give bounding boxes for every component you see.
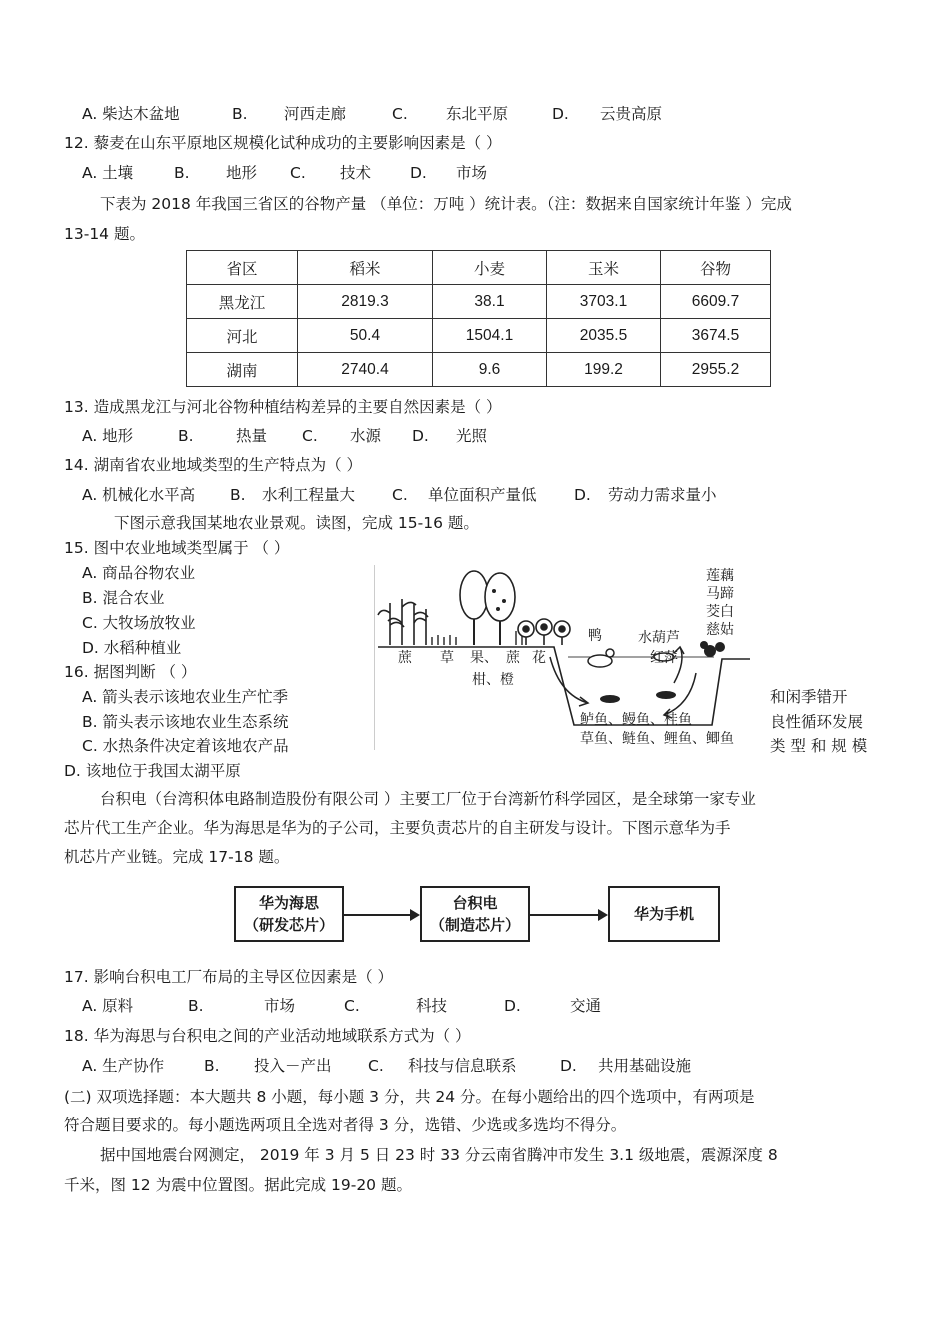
section2-line1: (二) 双项选择题：本大题共 8 小题，每小题 3 分，共 24 分。在每小题给出的四个选项中，有两项是 xyxy=(64,1088,755,1106)
table-row xyxy=(187,285,771,319)
q13-option-b-letter: B. xyxy=(178,427,194,445)
label-grass: 草 xyxy=(440,650,454,666)
table-row xyxy=(187,353,771,387)
table-cell: 黑龙江 xyxy=(187,285,298,319)
flow-box-huawei-phone: 华为手机 xyxy=(608,886,720,942)
q13-option-b-text: 热量 xyxy=(236,427,268,445)
q11-option-d-letter: D. xyxy=(552,105,569,123)
q13-option-a: A. 地形 xyxy=(82,427,134,445)
flow-box-tsmc xyxy=(420,886,530,942)
intro-19-20-line2: 千米，图 12 为震中位置图。据此完成 19-20 题。 xyxy=(64,1176,412,1194)
flow-arrow-icon xyxy=(530,914,600,916)
q13-option-c-text: 水源 xyxy=(350,427,382,445)
table-cell: 3674.5 xyxy=(661,319,771,353)
q12-option-a: A. 土壤 xyxy=(82,164,134,182)
flow-box-2-subtitle: （制造芯片） xyxy=(429,916,520,934)
flow-arrow-icon xyxy=(344,914,412,916)
q12-option-d-letter: D. xyxy=(410,164,427,182)
q16-option-b-end: 良性循环发展 xyxy=(770,713,864,731)
q13-option-d-letter: D. xyxy=(412,427,429,445)
q18-option-d-letter: D. xyxy=(560,1057,577,1075)
q15-option-b: B. 混合农业 xyxy=(82,589,165,607)
sugarcane-icon xyxy=(378,599,428,645)
table-cell: 38.1 xyxy=(433,285,547,319)
q15-stem: 15. 图中农业地域类型属于 （ ） xyxy=(64,539,290,557)
q14-option-c-letter: C. xyxy=(392,486,408,504)
table-header-row xyxy=(187,251,771,285)
q17-option-b-text: 市场 xyxy=(264,997,296,1015)
q15-option-a: A. 商品谷物农业 xyxy=(82,564,196,582)
label-azolla: 红萍 xyxy=(650,650,678,666)
duck-icon xyxy=(588,649,614,667)
q13-stem: 13. 造成黑龙江与河北谷物种植结构差异的主要自然因素是（ ） xyxy=(64,398,502,416)
q17-option-d-letter: D. xyxy=(504,997,521,1015)
q11-option-c-text: 东北平原 xyxy=(446,105,509,123)
intro-19-20-line1: 据中国地震台网测定， 2019 年 3 月 5 日 23 时 33 分云南省腾冲市发生 3.1 级地震，震源深度 8 xyxy=(100,1146,778,1164)
landscape-illustration xyxy=(374,565,752,750)
table-header-cell: 谷物 xyxy=(661,251,771,285)
table-cell: 2955.2 xyxy=(661,353,771,387)
q11-option-b-letter: B. xyxy=(232,105,248,123)
q15-option-d: D. 水稻种植业 xyxy=(82,639,182,657)
table-cell: 50.4 xyxy=(298,319,433,353)
q16-option-c: C. 水热条件决定着该地农产品 xyxy=(82,737,289,755)
intro-13-14-line2: 13-14 题。 xyxy=(64,225,145,243)
q12-option-b-letter: B. xyxy=(174,164,190,182)
table-header-cell: 小麦 xyxy=(433,251,547,285)
table-cell: 2740.4 xyxy=(298,353,433,387)
label-water-bamboo: 茭白 xyxy=(706,604,734,620)
table-cell: 199.2 xyxy=(547,353,661,387)
q11-option-d-text: 云贵高原 xyxy=(600,105,663,123)
label-water-hyacinth: 水葫芦 xyxy=(638,630,680,646)
table-cell: 2035.5 xyxy=(547,319,661,353)
label-fruit: 果、 xyxy=(470,650,498,666)
grain-output-table xyxy=(186,250,771,387)
q14-option-c-text: 单位面积产量低 xyxy=(428,486,537,504)
flow-box-2-title: 台积电 xyxy=(452,894,498,912)
q18-option-c-text: 科技与信息联系 xyxy=(408,1057,517,1075)
grass-icon xyxy=(432,635,456,645)
flow-box-huawei-hisilicon xyxy=(234,886,344,942)
intro-17-18-line1: 台积电（台湾积体电路制造股份有限公司 ）主要工厂位于台湾新竹科学园区，是全球第一家专业 xyxy=(100,790,756,808)
q16-option-a: A. 箭头表示该地农业生产忙季 xyxy=(82,688,289,706)
q12-option-d-text: 市场 xyxy=(456,164,488,182)
q14-option-d-text: 劳动力需求量小 xyxy=(608,486,717,504)
table-header-cell: 稻米 xyxy=(298,251,433,285)
label-fish-row-2: 草鱼、鲢鱼、鲤鱼、鲫鱼 xyxy=(580,731,734,747)
q14-option-b-text: 水利工程量大 xyxy=(262,486,356,504)
flower-icon xyxy=(518,619,570,645)
flow-box-1-subtitle: （研发芯片） xyxy=(243,916,334,934)
label-sugarcane-2: 蔗 xyxy=(506,650,520,666)
label-duck: 鸭 xyxy=(588,628,602,644)
lotus-icon xyxy=(700,641,725,657)
section2-line2: 符合题目要求的。每小题选两项且全选对者得 3 分，选错、少选或多选均不得分。 xyxy=(64,1116,627,1134)
q12-option-c-text: 技术 xyxy=(340,164,372,182)
q18-stem: 18. 华为海思与台积电之间的产业活动地域联系方式为（ ） xyxy=(64,1027,471,1045)
q12-stem: 12. 藜麦在山东平原地区规模化试种成功的主要影响因素是（ ） xyxy=(64,134,502,152)
label-sugarcane: 蔗 xyxy=(398,650,412,666)
table-header-cell: 玉米 xyxy=(547,251,661,285)
q18-option-c-letter: C. xyxy=(368,1057,384,1075)
q12-option-b-text: 地形 xyxy=(226,164,258,182)
intro-17-18-line3: 机芯片产业链。完成 17-18 题。 xyxy=(64,848,290,866)
q18-option-b-letter: B. xyxy=(204,1057,220,1075)
q17-stem: 17. 影响台积电工厂布局的主导区位因素是（ ） xyxy=(64,968,394,986)
table-cell: 湖南 xyxy=(187,353,298,387)
intro-15-16: 下图示意我国某地农业景观。读图，完成 15-16 题。 xyxy=(114,514,479,532)
q14-option-a: A. 机械化水平高 xyxy=(82,486,196,504)
table-cell: 2819.3 xyxy=(298,285,433,319)
q17-option-b-letter: B. xyxy=(188,997,204,1015)
q11-option-c-letter: C. xyxy=(392,105,408,123)
q16-option-a-end: 和闲季错开 xyxy=(770,688,848,706)
q18-option-a: A. 生产协作 xyxy=(82,1057,165,1075)
q13-option-c-letter: C. xyxy=(302,427,318,445)
q13-option-d-text: 光照 xyxy=(456,427,488,445)
q16-option-b: B. 箭头表示该地农业生态系统 xyxy=(82,713,289,731)
label-citrus: 柑、橙 xyxy=(472,672,514,688)
q16-option-c-end: 类 型 和 规 模 xyxy=(770,737,868,755)
table-cell: 3703.1 xyxy=(547,285,661,319)
intro-13-14-line1: 下表为 2018 年我国三省区的谷物产量 （单位：万吨 ）统计表。（注：数据来自国家统计年鉴 ）完成 xyxy=(100,195,792,213)
label-water-chestnut: 马蹄 xyxy=(706,586,734,602)
q18-option-d-text: 共用基础设施 xyxy=(598,1057,692,1075)
table-cell: 河北 xyxy=(187,319,298,353)
q11-option-b-text: 河西走廊 xyxy=(284,105,347,123)
label-arrowhead: 慈姑 xyxy=(706,622,734,638)
flow-box-1-title: 华为海思 xyxy=(258,894,319,912)
q16-option-d: D. 该地位于我国太湖平原 xyxy=(64,762,241,780)
q15-option-c: C. 大牧场放牧业 xyxy=(82,614,196,632)
fish-icon xyxy=(600,691,676,703)
q11-option-a: A. 柴达木盆地 xyxy=(82,105,180,123)
table-cell: 1504.1 xyxy=(433,319,547,353)
table-cell: 6609.7 xyxy=(661,285,771,319)
fruit-tree-icon xyxy=(460,571,515,645)
q17-option-a: A. 原料 xyxy=(82,997,134,1015)
q18-option-b-text: 投入－产出 xyxy=(254,1057,332,1075)
intro-17-18-line2: 芯片代工生产企业。华为海思是华为的子公司，主要负责芯片的自主研发与设计。下图示意华为手 xyxy=(64,819,731,837)
q12-option-c-letter: C. xyxy=(290,164,306,182)
q17-option-d-text: 交通 xyxy=(570,997,602,1015)
table-cell: 9.6 xyxy=(433,353,547,387)
q16-stem: 16. 据图判断 （ ） xyxy=(64,663,197,681)
table-header-cell: 省区 xyxy=(187,251,298,285)
label-lotus-root: 莲藕 xyxy=(706,568,734,584)
agricultural-landscape-diagram xyxy=(374,565,752,750)
label-flower: 花 xyxy=(532,650,546,666)
q17-option-c-letter: C. xyxy=(344,997,360,1015)
label-fish-row-1: 鲈鱼、鳗鱼、桂鱼 xyxy=(580,712,692,728)
q14-option-d-letter: D. xyxy=(574,486,591,504)
table-row xyxy=(187,319,771,353)
q17-option-c-text: 科技 xyxy=(416,997,448,1015)
q14-stem: 14. 湖南省农业地域类型的生产特点为（ ） xyxy=(64,456,363,474)
q14-option-b-letter: B. xyxy=(230,486,246,504)
